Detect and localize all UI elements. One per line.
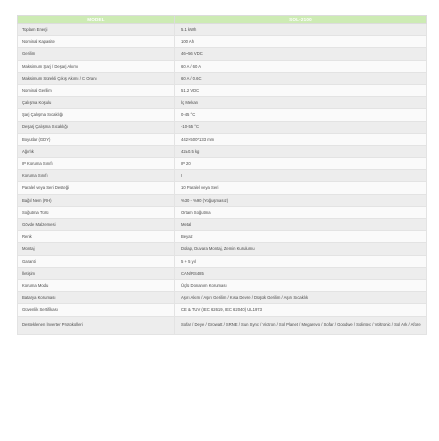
spec-value: 5 + 5 yıl: [175, 255, 427, 267]
table-row: [18, 194, 427, 206]
spec-value: -10-55 °C: [175, 121, 427, 133]
spec-value: 46~56 VDC: [175, 48, 427, 60]
spec-value: CAN/RS485: [175, 267, 427, 279]
table-row: [18, 97, 427, 109]
spec-label: Montaj: [18, 243, 175, 255]
spec-value: %30 - %90 (Yoğuşmasız): [175, 194, 427, 206]
spec-table-container: [17, 15, 426, 335]
spec-label: Koruma Modu: [18, 279, 175, 291]
spec-label: Koruma Sınıfı: [18, 170, 175, 182]
spec-value: CE & TUV (IEC 62619, IEC 62040) UL1973: [175, 304, 427, 316]
spec-value: 10 Paralel veya Seri: [175, 182, 427, 194]
spec-value: 0-45 °C: [175, 109, 427, 121]
spec-value: 42±0.5 kg: [175, 145, 427, 157]
table-body: [18, 24, 427, 335]
spec-label: Güvenlik Sertifikası: [18, 304, 175, 316]
spec-label: Paralel veya Seri Desteği: [18, 182, 175, 194]
spec-label: IP Koruma Sınıfı: [18, 158, 175, 170]
spec-value: 60 A / 0.6C: [175, 72, 427, 84]
spec-label: Toplam Enerji: [18, 24, 175, 36]
header-model-value: SOL-2100: [175, 16, 427, 24]
spec-label: Maksimum Şarj / Deşarj Akımı: [18, 60, 175, 72]
spec-label: Gerilim: [18, 48, 175, 60]
spec-label: Bağıl Nem (RH): [18, 194, 175, 206]
table-row: [18, 219, 427, 231]
table-row: [18, 316, 427, 334]
spec-label: Soğutma Türü: [18, 206, 175, 218]
spec-label: İletişim: [18, 267, 175, 279]
table-row: [18, 279, 427, 291]
spec-label: Batarya Koruması: [18, 292, 175, 304]
spec-label: Garanti: [18, 255, 175, 267]
spec-value: Ortam Soğutma: [175, 206, 427, 218]
spec-value: Sofar / Deye / Growatt / SRNE / Sun Sync / Victron / Sol Planet / Megarevo / Sofar / Goodwe / Solintec / Voltronic / Sol Ark / Afore: [175, 316, 427, 334]
spec-value: İç Mekan: [175, 97, 427, 109]
table-row: [18, 255, 427, 267]
table-row: [18, 36, 427, 48]
spec-value: Beyaz: [175, 231, 427, 243]
table-row: [18, 84, 427, 96]
table-row: [18, 158, 427, 170]
table-row: [18, 72, 427, 84]
spec-label: Desteklenen İnverter Protokolleri: [18, 316, 175, 334]
spec-label: Renk: [18, 231, 175, 243]
spec-value: Üçlü Donanım Koruması: [175, 279, 427, 291]
spec-label: Çalışma Koşulu: [18, 97, 175, 109]
spec-label: Nominal Gerilim: [18, 84, 175, 96]
spec-label: Gövde Malzemesi: [18, 219, 175, 231]
spec-value: 100 Ah: [175, 36, 427, 48]
table-row: [18, 60, 427, 72]
table-row: [18, 48, 427, 60]
table-row: [18, 206, 427, 218]
table-row: [18, 145, 427, 157]
table-row: [18, 109, 427, 121]
spec-label: Ağırlık: [18, 145, 175, 157]
spec-value: IP 20: [175, 158, 427, 170]
specifications-table: [17, 15, 427, 335]
table-header-row: [18, 16, 427, 24]
spec-value: 60 A / 60 A: [175, 60, 427, 72]
table-row: [18, 24, 427, 36]
table-row: [18, 267, 427, 279]
spec-label: Şarj Çalışma Sıcaklığı: [18, 109, 175, 121]
table-row: [18, 121, 427, 133]
spec-label: Maksimum Sürekli Çıkış Akımı / C Oranı: [18, 72, 175, 84]
spec-label: Nominal Kapasite: [18, 36, 175, 48]
spec-label: Deşarj Çalışma Sıcaklığı: [18, 121, 175, 133]
table-row: [18, 304, 427, 316]
spec-value: 5.1 kWh: [175, 24, 427, 36]
spec-value: Aşırı Akım / Aşırı Gerilim / Kısa Devre / Düşük Gerilim / Aşırı Sıcaklık: [175, 292, 427, 304]
spec-value: Metal: [175, 219, 427, 231]
table-row: [18, 182, 427, 194]
table-row: [18, 231, 427, 243]
spec-value: 442×500*133 mm: [175, 133, 427, 145]
header-model-label: MODEL: [18, 16, 175, 24]
table-row: [18, 170, 427, 182]
spec-value: Dolap, Duvara Montaj, Zemin Kurulumu: [175, 243, 427, 255]
table-row: [18, 292, 427, 304]
spec-label: Boyutlar (GDY): [18, 133, 175, 145]
table-row: [18, 133, 427, 145]
spec-value: 51.2 VDC: [175, 84, 427, 96]
spec-value: I: [175, 170, 427, 182]
table-row: [18, 243, 427, 255]
